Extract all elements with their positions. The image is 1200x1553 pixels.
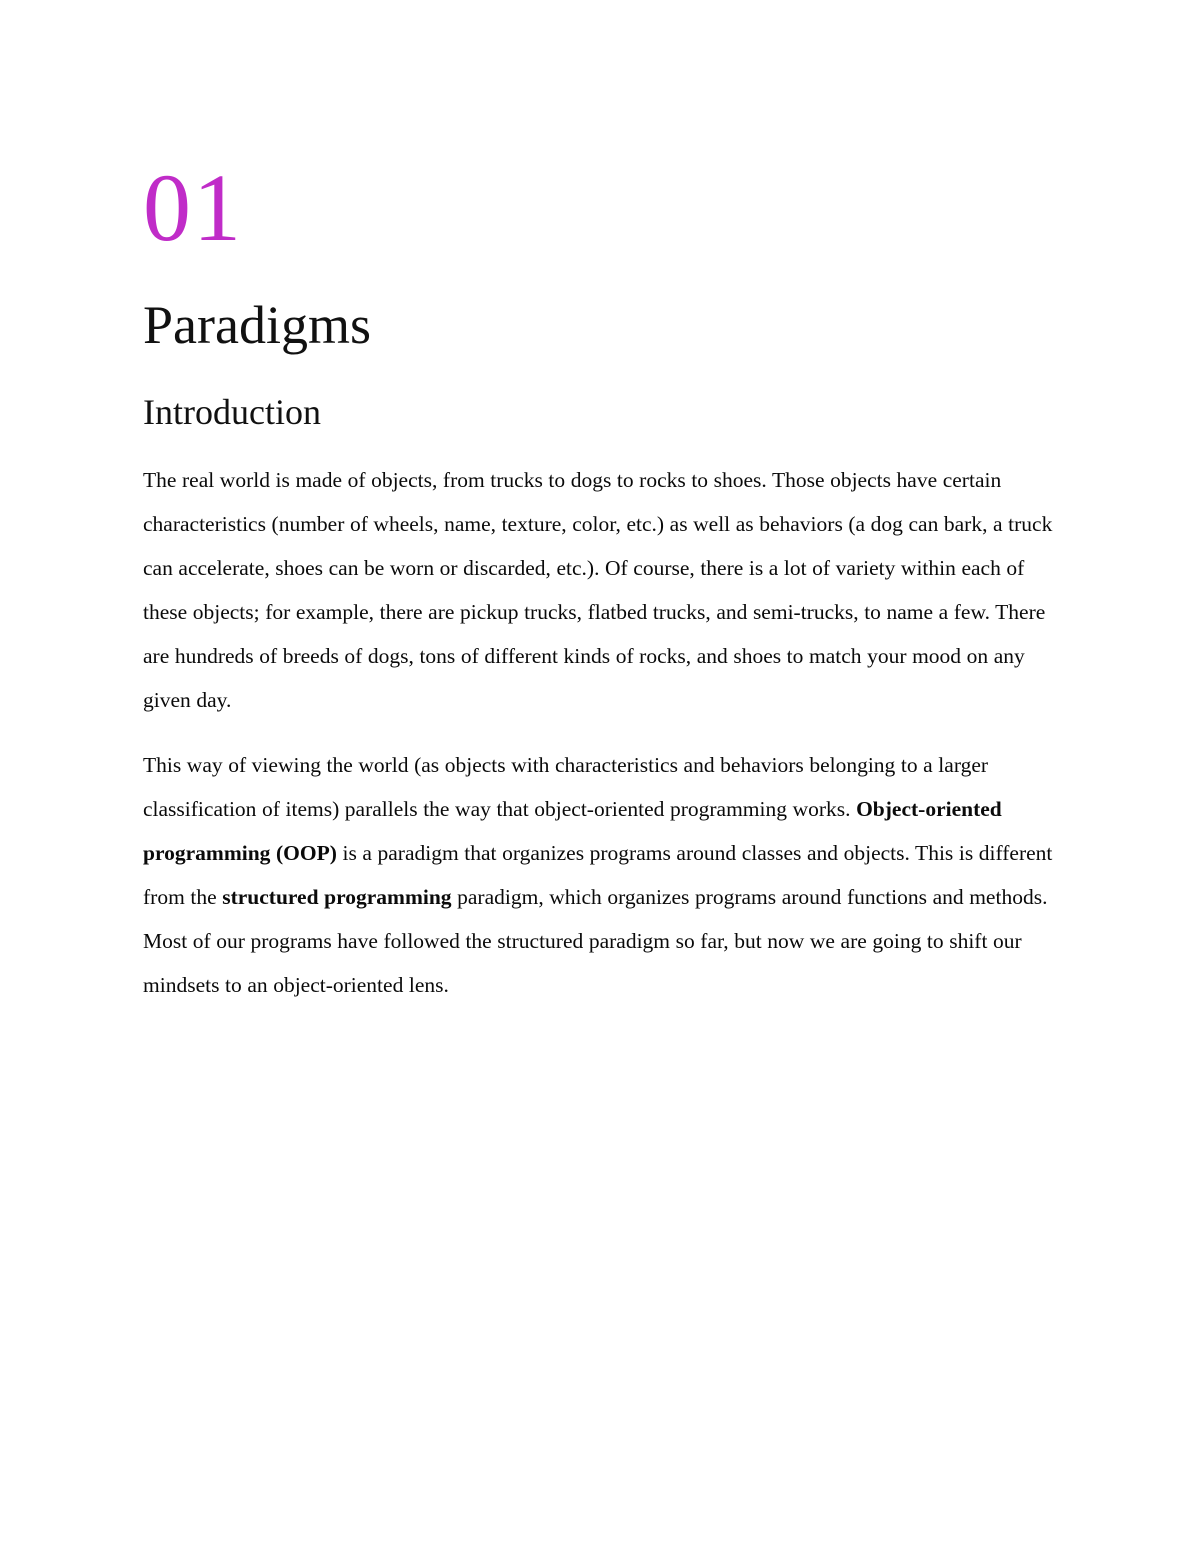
body-paragraph [143,722,1059,1007]
page-bottom-whitespace [143,1007,1059,1553]
emphasized-term: structured programming [222,885,452,909]
page-content-column [143,0,1059,1553]
section-heading-introduction: Introduction [143,392,321,432]
chapter-number: 01 [143,154,243,261]
paragraph-text-run: paradigm, which organizes programs around functions and methods. Most of our programs have followed the structured paradigm so far, but now we are going to shift our mindsets to an object-oriented lens. [143,885,1048,997]
body-paragraph [143,430,1059,722]
emphasized-term: Object-oriented programming (OOP) [143,797,1002,865]
paragraph-text-run: The real world is made of objects, from trucks to dogs to rocks to shoes. Those objects have certain characteristics (number of wheels, name, texture, color, etc.) as well as behaviors (a dog can bark, a truck can accelerate, shoes can be worn or discarded, etc.). Of course, there is a lot of variety within each of these objects; for example, there are pickup trucks, flatbed trucks, and semi-trucks, to name a few. There are hundreds of breeds of dogs, tons of different kinds of rocks, and shoes to match your mood on any given day. [143,468,1053,712]
chapter-title: Paradigms [143,295,371,355]
paragraph-text-run: This way of viewing the world (as objects with characteristics and behaviors belonging to a larger classification of items) parallels the way that object-oriented programming works. [143,753,989,821]
paragraph-text-run: is a paradigm that organizes programs around classes and objects. This is different from the [143,841,1053,909]
